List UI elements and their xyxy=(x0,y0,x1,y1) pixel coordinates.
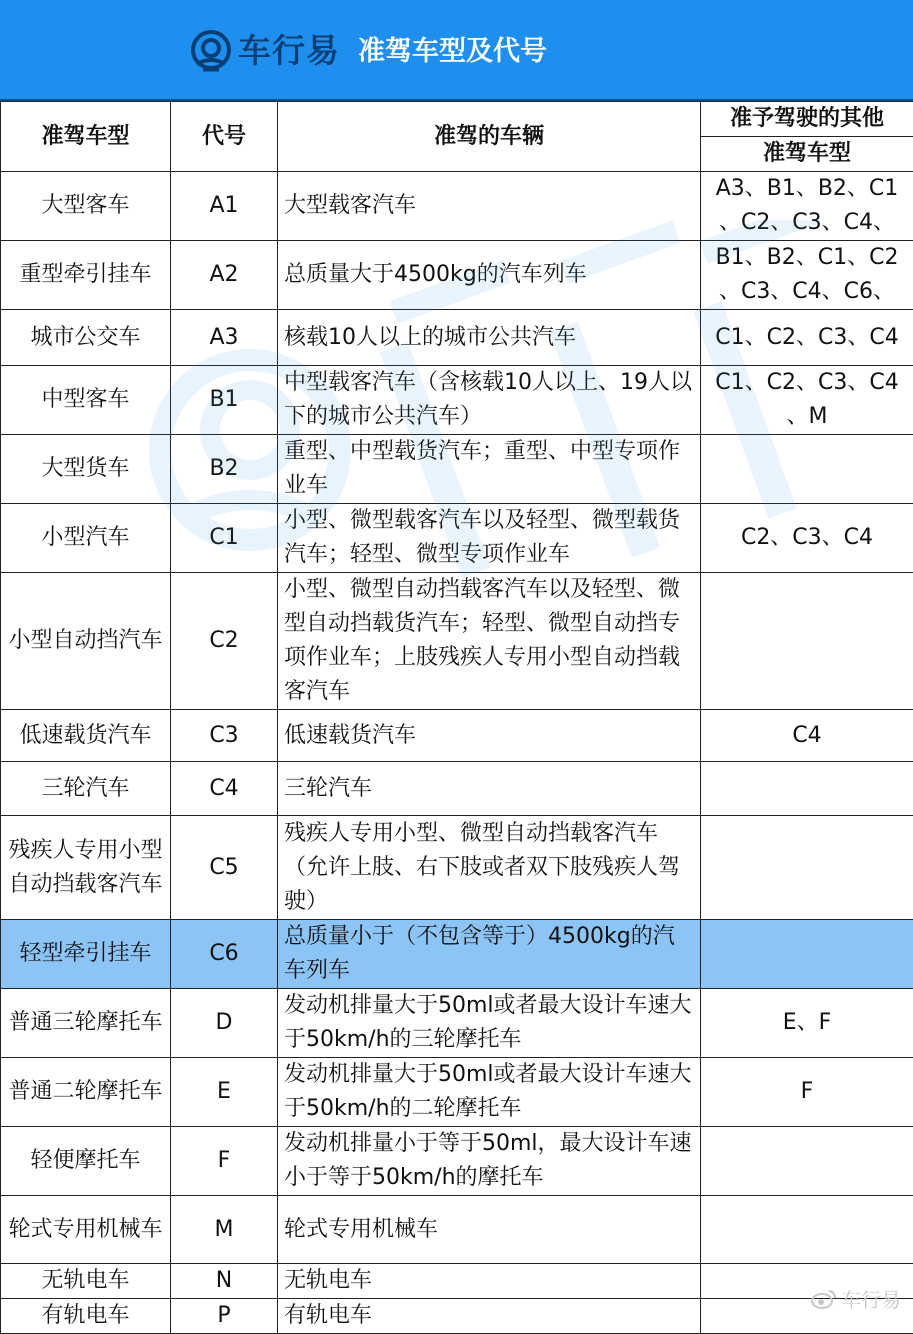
weibo-icon xyxy=(811,1288,837,1310)
cell-other-classes xyxy=(701,435,913,504)
table-row xyxy=(1,504,913,573)
cell-code: C3 xyxy=(171,710,278,762)
cell-other-classes: C1、C2、C3、C4 、M xyxy=(701,366,913,435)
cell-permitted-vehicles: 发动机排量大于50ml或者最大设计车速大于50km/h的二轮摩托车 xyxy=(278,1058,701,1127)
cell-code: N xyxy=(171,1264,278,1299)
cell-vehicle-type: 中型客车 xyxy=(1,366,171,435)
cell-other-classes xyxy=(701,1127,913,1196)
cell-vehicle-type: 轻型牵引挂车 xyxy=(1,920,171,989)
cell-permitted-vehicles: 核载10人以上的城市公共汽车 xyxy=(278,310,701,366)
cell-vehicle-type: 普通二轮摩托车 xyxy=(1,1058,171,1127)
cell-permitted-vehicles: 轮式专用机械车 xyxy=(278,1196,701,1264)
cell-code: A2 xyxy=(171,241,278,310)
header-banner xyxy=(0,0,913,101)
cell-other-classes: E、F xyxy=(701,989,913,1058)
cell-other-classes xyxy=(701,816,913,920)
table-row xyxy=(1,172,913,241)
cell-code: P xyxy=(171,1299,278,1334)
page-title: 准驾车型及代号 xyxy=(358,32,547,72)
cell-permitted-vehicles: 低速载货汽车 xyxy=(278,710,701,762)
cell-permitted-vehicles: 大型载客汽车 xyxy=(278,172,701,241)
table-row xyxy=(1,1196,913,1264)
cell-permitted-vehicles: 小型、微型自动挡载客汽车以及轻型、微型自动挡载货汽车；轻型、微型自动挡专项作业车；上肢残疾人专用小型自动挡载客汽车 xyxy=(278,573,701,710)
table-row xyxy=(1,762,913,816)
cell-code: C4 xyxy=(171,762,278,816)
cell-code: F xyxy=(171,1127,278,1196)
cell-permitted-vehicles: 残疾人专用小型、微型自动挡载客汽车（允许上肢、右下肢或者双下肢残疾人驾驶） xyxy=(278,816,701,920)
header-cell-other-line2: 准驾车型 xyxy=(701,137,913,172)
header-cell-code: 代号 xyxy=(171,102,278,172)
table-row xyxy=(1,710,913,762)
footer-weibo-mark xyxy=(811,1284,901,1313)
cell-vehicle-type: 城市公交车 xyxy=(1,310,171,366)
table-row xyxy=(1,816,913,920)
cell-vehicle-type: 小型汽车 xyxy=(1,504,171,573)
footer-text: 车行易 xyxy=(841,1288,901,1312)
cell-code: D xyxy=(171,989,278,1058)
cell-other-classes: F xyxy=(701,1058,913,1127)
cell-other-classes: C1、C2、C3、C4 xyxy=(701,310,913,366)
cell-vehicle-type: 残疾人专用小型自动挡载客汽车 xyxy=(1,816,171,920)
table-row xyxy=(1,920,913,989)
cell-other-classes: C4 xyxy=(701,710,913,762)
table-row xyxy=(1,366,913,435)
cell-permitted-vehicles: 无轨电车 xyxy=(278,1264,701,1299)
brand-logo-icon xyxy=(191,30,231,72)
cell-other-classes: A3、B1、B2、C1 、C2、C3、C4、 xyxy=(701,172,913,241)
header-cell-vehicles: 准驾的车辆 xyxy=(278,102,701,172)
cell-vehicle-type: 重型牵引挂车 xyxy=(1,241,171,310)
cell-permitted-vehicles: 有轨电车 xyxy=(278,1299,701,1334)
cell-permitted-vehicles: 总质量大于4500kg的汽车列车 xyxy=(278,241,701,310)
cell-other-classes: B1、B2、C1、C2 、C3、C4、C6、 xyxy=(701,241,913,310)
header-cell-other-line1: 准予驾驶的其他 xyxy=(701,102,913,137)
cell-code: C2 xyxy=(171,573,278,710)
table-row xyxy=(1,573,913,710)
table-row xyxy=(1,310,913,366)
cell-permitted-vehicles: 总质量小于（不包含等于）4500kg的汽车列车 xyxy=(278,920,701,989)
table-row xyxy=(1,1058,913,1127)
cell-permitted-vehicles: 发动机排量小于等于50ml，最大设计车速小于等于50km/h的摩托车 xyxy=(278,1127,701,1196)
cell-code: B1 xyxy=(171,366,278,435)
table-row xyxy=(1,1299,913,1334)
cell-vehicle-type: 轻便摩托车 xyxy=(1,1127,171,1196)
cell-permitted-vehicles: 重型、中型载货汽车；重型、中型专项作业车 xyxy=(278,435,701,504)
license-class-table xyxy=(0,101,913,1334)
table-row xyxy=(1,1264,913,1299)
table-row xyxy=(1,435,913,504)
cell-code: M xyxy=(171,1196,278,1264)
cell-vehicle-type: 大型客车 xyxy=(1,172,171,241)
cell-code: C6 xyxy=(171,920,278,989)
cell-other-classes xyxy=(701,762,913,816)
header-cell-type: 准驾车型 xyxy=(1,102,171,172)
table-row xyxy=(1,1127,913,1196)
cell-code: C1 xyxy=(171,504,278,573)
cell-other-classes xyxy=(701,573,913,710)
cell-vehicle-type: 轮式专用机械车 xyxy=(1,1196,171,1264)
table-header-row xyxy=(1,102,913,137)
cell-vehicle-type: 低速载货汽车 xyxy=(1,710,171,762)
cell-other-classes xyxy=(701,1196,913,1264)
cell-permitted-vehicles: 小型、微型载客汽车以及轻型、微型载货汽车；轻型、微型专项作业车 xyxy=(278,504,701,573)
cell-code: A1 xyxy=(171,172,278,241)
table-row xyxy=(1,989,913,1058)
table-row xyxy=(1,241,913,310)
cell-vehicle-type: 有轨电车 xyxy=(1,1299,171,1334)
brand-name: 车行易 xyxy=(238,30,340,72)
cell-code: B2 xyxy=(171,435,278,504)
cell-vehicle-type: 三轮汽车 xyxy=(1,762,171,816)
cell-vehicle-type: 大型货车 xyxy=(1,435,171,504)
cell-other-classes xyxy=(701,920,913,989)
cell-code: C5 xyxy=(171,816,278,920)
cell-other-classes: C2、C3、C4 xyxy=(701,504,913,573)
cell-code: A3 xyxy=(171,310,278,366)
cell-vehicle-type: 普通三轮摩托车 xyxy=(1,989,171,1058)
cell-permitted-vehicles: 三轮汽车 xyxy=(278,762,701,816)
cell-permitted-vehicles: 发动机排量大于50ml或者最大设计车速大于50km/h的三轮摩托车 xyxy=(278,989,701,1058)
cell-vehicle-type: 无轨电车 xyxy=(1,1264,171,1299)
cell-permitted-vehicles: 中型载客汽车（含核载10人以上、19人以下的城市公共汽车） xyxy=(278,366,701,435)
cell-vehicle-type: 小型自动挡汽车 xyxy=(1,573,171,710)
cell-code: E xyxy=(171,1058,278,1127)
